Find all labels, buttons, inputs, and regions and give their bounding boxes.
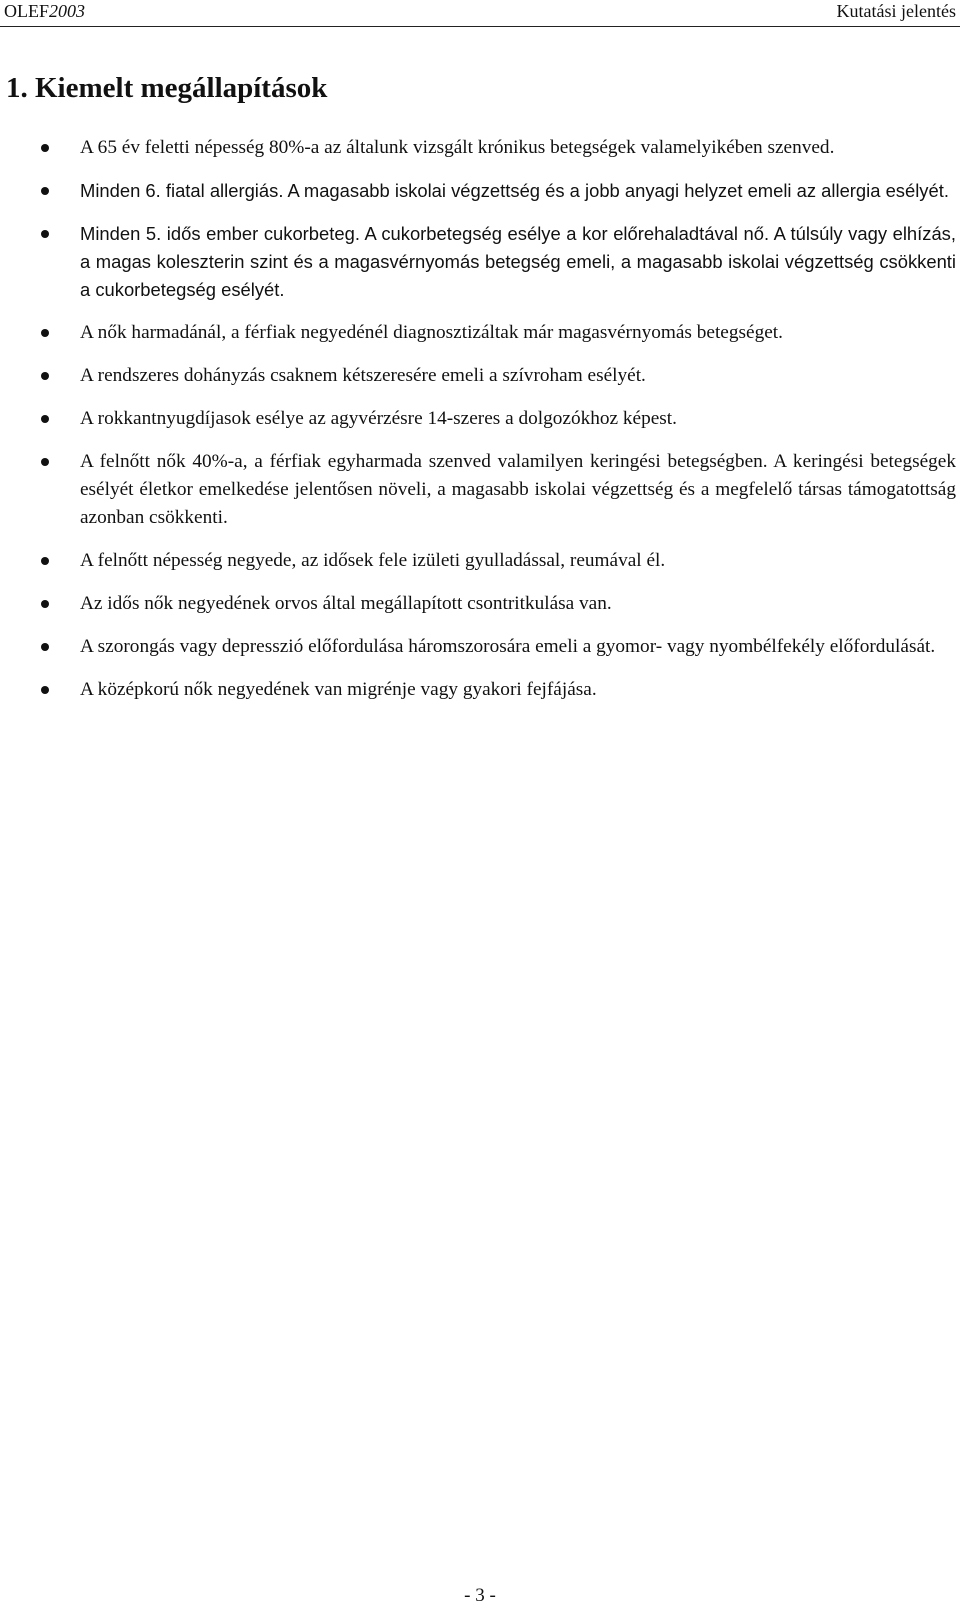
finding-text: Minden 5. idős ember cukorbeteg. A cukorbetegség esélye a kor előrehaladtával nő. A túlsúly vagy elhízás, a magas koleszterin szint és a magasvérnyomás betegség emeli, a magasabb iskolai végzettség csökkenti a cukorbetegség esélyét. [80,223,956,300]
page-header [0,0,960,27]
finding-text: A rendszeres dohányzás csaknem kétszeresére emeli a szívroham esélyét. [80,365,646,386]
finding-text: A felnőtt népesség negyede, az idősek fele izületi gyulladással, reumával él. [80,550,666,571]
bullet-icon [41,600,49,608]
header-document-type: Kutatási jelentés [836,1,956,21]
bullet-icon [41,187,49,195]
finding-text: A felnőtt nők 40%-a, a férfiak egyharmada szenved valamilyen keringési betegségben. A keringési betegségek esélyét életkor emelkedése jelentősen növeli, a magasabb iskolai végzettség és a megfelelő társas támogatottság azonban csökkenti. [80,451,956,528]
bullet-icon [41,686,49,694]
finding-item [0,590,956,618]
bullet-icon [41,557,49,565]
section-title: 1. Kiemelt megállapítások [6,72,328,104]
finding-text: Minden 6. fiatal allergiás. A magasabb iskolai végzettség és a jobb anyagi helyzet emeli az allergia esélyét. [80,180,949,201]
finding-text: A 65 év feletti népesség 80%-a az általunk vizsgált krónikus betegségek valamelyikében szenved. [80,137,835,158]
finding-item [0,177,956,205]
finding-text: A középkorú nők negyedének van migrénje vagy gyakori fejfájása. [80,679,597,700]
bullet-icon [41,372,49,380]
finding-text: A nők harmadánál, a férfiak negyedénél diagnosztizáltak már magasvérnyomás betegséget. [80,322,783,343]
key-findings-list [0,134,960,719]
finding-item [0,676,956,704]
finding-item [0,134,956,162]
header-brand: OLEF [4,1,49,21]
finding-item [0,220,956,304]
finding-text: A rokkantnyugdíjasok esélye az agyvérzésre 14-szeres a dolgozókhoz képest. [80,408,677,429]
finding-item [0,319,956,347]
bullet-icon [41,458,49,466]
finding-text: Az idős nők negyedének orvos által megállapított csontritkulása van. [80,593,612,614]
finding-item [0,362,956,390]
page-number: - 3 - [464,1585,496,1606]
header-report-name [4,1,85,22]
finding-item [0,405,956,433]
finding-item [0,547,956,575]
bullet-icon [41,415,49,423]
header-year: 2003 [49,1,85,21]
bullet-icon [41,329,49,337]
bullet-icon [41,144,49,152]
finding-item [0,633,956,661]
finding-item [0,448,956,532]
bullet-icon [41,643,49,651]
bullet-icon [41,230,49,238]
finding-text: A szorongás vagy depresszió előfordulása háromszorosára emeli a gyomor- vagy nyombélfekély előfordulását. [80,636,936,657]
